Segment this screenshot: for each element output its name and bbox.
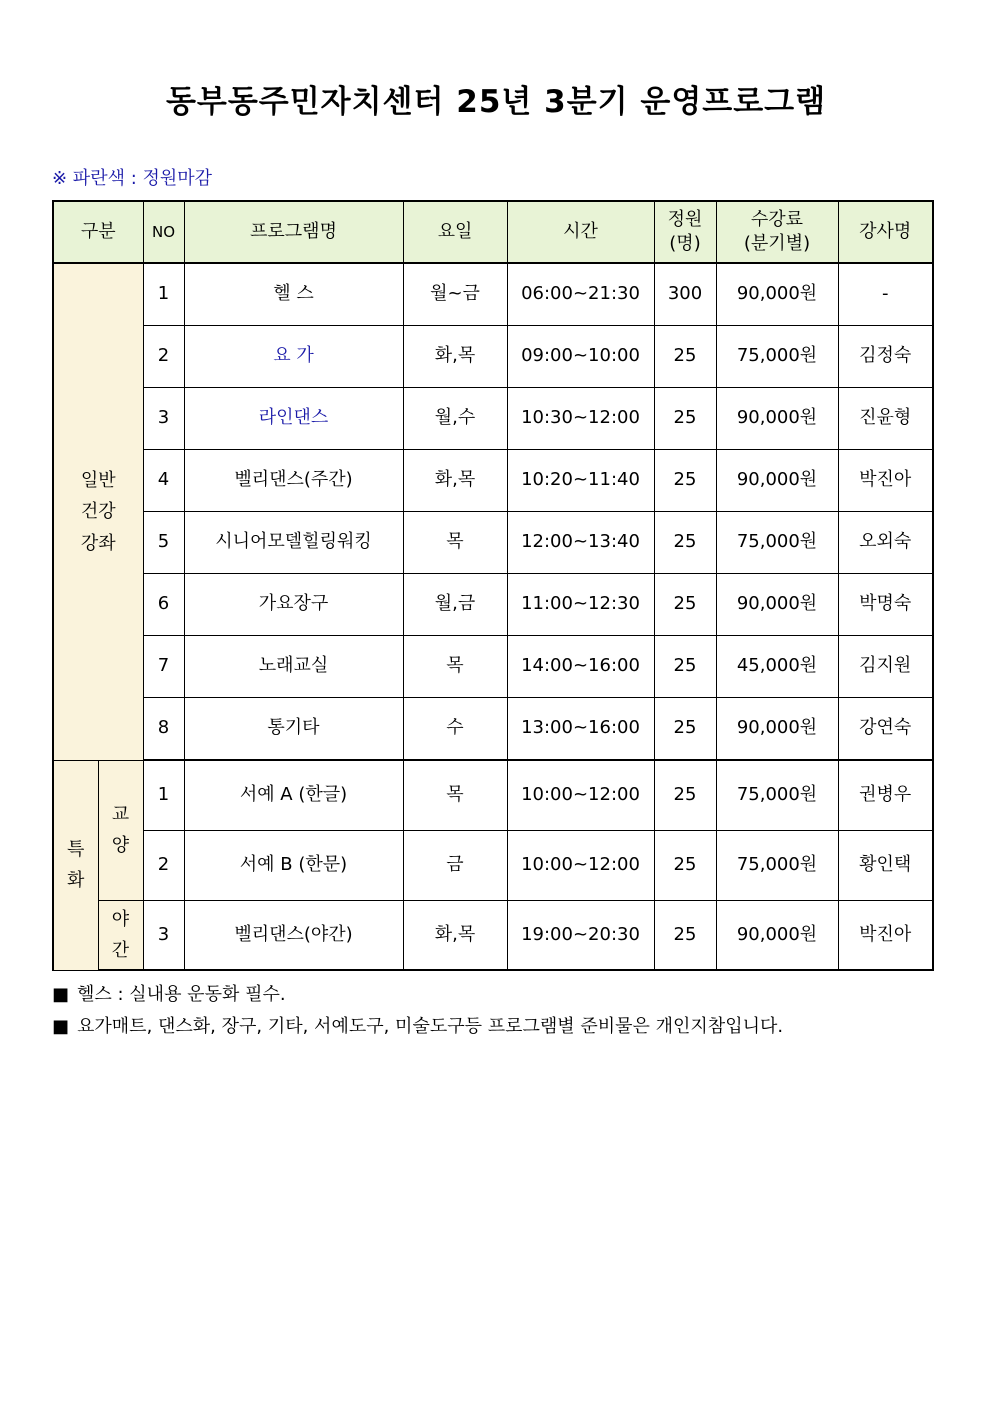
row-no: 3: [143, 901, 184, 971]
culture-sub-line2: 양: [111, 835, 130, 857]
row-time: 19:00~20:30: [507, 901, 654, 971]
row-time: 12:00~13:40: [507, 512, 654, 574]
row-fee: 45,000원: [716, 636, 838, 698]
header-no: NO: [143, 201, 184, 263]
night-subcategory-cell: [98, 901, 143, 971]
footnote-2: [52, 1012, 783, 1038]
row-capacity: 25: [654, 512, 716, 574]
row-fee: 90,000원: [716, 263, 838, 326]
row-instructor: 권병우: [838, 760, 933, 831]
header-program: 프로그램명: [184, 201, 403, 263]
row-capacity: 25: [654, 574, 716, 636]
row-day: 월,수: [403, 388, 507, 450]
row-day: 목: [403, 760, 507, 831]
row-fee: 75,000원: [716, 326, 838, 388]
row-day: 월,금: [403, 574, 507, 636]
header-capacity-line1: 정원: [667, 208, 703, 230]
row-capacity: 25: [654, 326, 716, 388]
special-category-cell: [53, 760, 98, 970]
square-bullet-icon: ■: [52, 1016, 70, 1037]
row-time: 10:30~12:00: [507, 388, 654, 450]
row-no: 1: [143, 760, 184, 831]
row-program: 헬 스: [184, 263, 403, 326]
culture-sub-line1: 교: [111, 803, 130, 825]
row-day: 화,목: [403, 901, 507, 971]
row-program: 벨리댄스(주간): [184, 450, 403, 512]
program-table: [52, 200, 934, 971]
night-sub-line1: 야: [111, 908, 130, 930]
row-capacity: 25: [654, 388, 716, 450]
row-program: 가요장구: [184, 574, 403, 636]
general-category-line3: 강좌: [80, 532, 116, 554]
header-capacity: [654, 201, 716, 263]
general-category-line2: 건강: [80, 501, 116, 522]
page-title: 동부동주민자치센터 25년 3분기 운영프로그램: [165, 84, 827, 120]
header-fee: [716, 201, 838, 263]
table-row: [53, 698, 933, 761]
row-fee: 90,000원: [716, 698, 838, 761]
row-program: 노래교실: [184, 636, 403, 698]
row-capacity: 25: [654, 760, 716, 831]
row-fee: 75,000원: [716, 760, 838, 831]
row-program: 서예 B (한문): [184, 831, 403, 901]
row-program: 서예 A (한글): [184, 760, 403, 831]
footnote-2-text: 요가매트, 댄스화, 장구, 기타, 서예도구, 미술도구등 프로그램별 준비물은 개인지참입니다.: [77, 1016, 784, 1037]
legend-note: ※ 파란색 : 정원마감: [52, 168, 213, 189]
row-fee: 75,000원: [716, 831, 838, 901]
row-fee: 90,000원: [716, 388, 838, 450]
row-fee: 90,000원: [716, 574, 838, 636]
row-time: 13:00~16:00: [507, 698, 654, 761]
table-row: [53, 263, 933, 326]
row-time: 11:00~12:30: [507, 574, 654, 636]
row-capacity: 25: [654, 450, 716, 512]
row-instructor: -: [838, 263, 933, 326]
row-instructor: 황인택: [838, 831, 933, 901]
row-no: 3: [143, 388, 184, 450]
row-day: 화,목: [403, 450, 507, 512]
footnote-1: [52, 980, 286, 1006]
table-row: [53, 450, 933, 512]
row-program: 통기타: [184, 698, 403, 761]
header-fee-line2: (분기별): [743, 233, 811, 254]
night-sub-line2: 간: [111, 940, 130, 961]
row-no: 2: [143, 831, 184, 901]
header-fee-line1: 수강료: [750, 208, 804, 230]
row-time: 06:00~21:30: [507, 263, 654, 326]
row-capacity: 25: [654, 636, 716, 698]
row-program: 시니어모델힐링워킹: [184, 512, 403, 574]
row-instructor: 박명숙: [838, 574, 933, 636]
special-category-line2: 화: [67, 870, 85, 891]
row-time: 10:00~12:00: [507, 831, 654, 901]
row-capacity: 25: [654, 698, 716, 761]
row-capacity: 300: [654, 263, 716, 326]
table-row: [53, 388, 933, 450]
special-category-line1: 특: [67, 838, 85, 860]
row-fee: 90,000원: [716, 450, 838, 512]
row-instructor: 김지원: [838, 636, 933, 698]
row-instructor: 오외숙: [838, 512, 933, 574]
row-capacity: 25: [654, 831, 716, 901]
table-row: [53, 831, 933, 901]
header-day: 요일: [403, 201, 507, 263]
table-header-row: [53, 201, 933, 263]
row-time: 10:20~11:40: [507, 450, 654, 512]
row-day: 목: [403, 512, 507, 574]
footnote-1-text: 헬스 : 실내용 운동화 필수.: [77, 984, 286, 1005]
table-row: [53, 574, 933, 636]
row-no: 5: [143, 512, 184, 574]
row-time: 09:00~10:00: [507, 326, 654, 388]
row-fee: 75,000원: [716, 512, 838, 574]
row-program: 벨리댄스(야간): [184, 901, 403, 971]
row-program: 라인댄스: [184, 388, 403, 450]
table-row: [53, 512, 933, 574]
row-day: 금: [403, 831, 507, 901]
header-category: 구분: [53, 201, 143, 263]
general-category-cell: [53, 263, 143, 760]
row-fee: 90,000원: [716, 901, 838, 971]
row-no: 2: [143, 326, 184, 388]
row-program: 요 가: [184, 326, 403, 388]
row-no: 4: [143, 450, 184, 512]
row-day: 목: [403, 636, 507, 698]
culture-subcategory-cell: [98, 760, 143, 901]
row-no: 7: [143, 636, 184, 698]
header-capacity-line2: (명): [669, 233, 701, 254]
row-instructor: 김정숙: [838, 326, 933, 388]
row-instructor: 박진아: [838, 450, 933, 512]
header-instructor: 강사명: [838, 201, 933, 263]
row-day: 화,목: [403, 326, 507, 388]
row-no: 8: [143, 698, 184, 761]
row-day: 월~금: [403, 263, 507, 326]
row-day: 수: [403, 698, 507, 761]
row-instructor: 강연숙: [838, 698, 933, 761]
row-instructor: 진윤형: [838, 388, 933, 450]
table-row: [53, 326, 933, 388]
row-no: 1: [143, 263, 184, 326]
row-time: 14:00~16:00: [507, 636, 654, 698]
row-no: 6: [143, 574, 184, 636]
general-category-line1: 일반: [80, 469, 116, 491]
table-row: [53, 901, 933, 971]
square-bullet-icon: ■: [52, 984, 70, 1005]
table-row: [53, 636, 933, 698]
row-time: 10:00~12:00: [507, 760, 654, 831]
row-capacity: 25: [654, 901, 716, 971]
table-row: [53, 760, 933, 831]
row-instructor: 박진아: [838, 901, 933, 971]
header-time: 시간: [507, 201, 654, 263]
